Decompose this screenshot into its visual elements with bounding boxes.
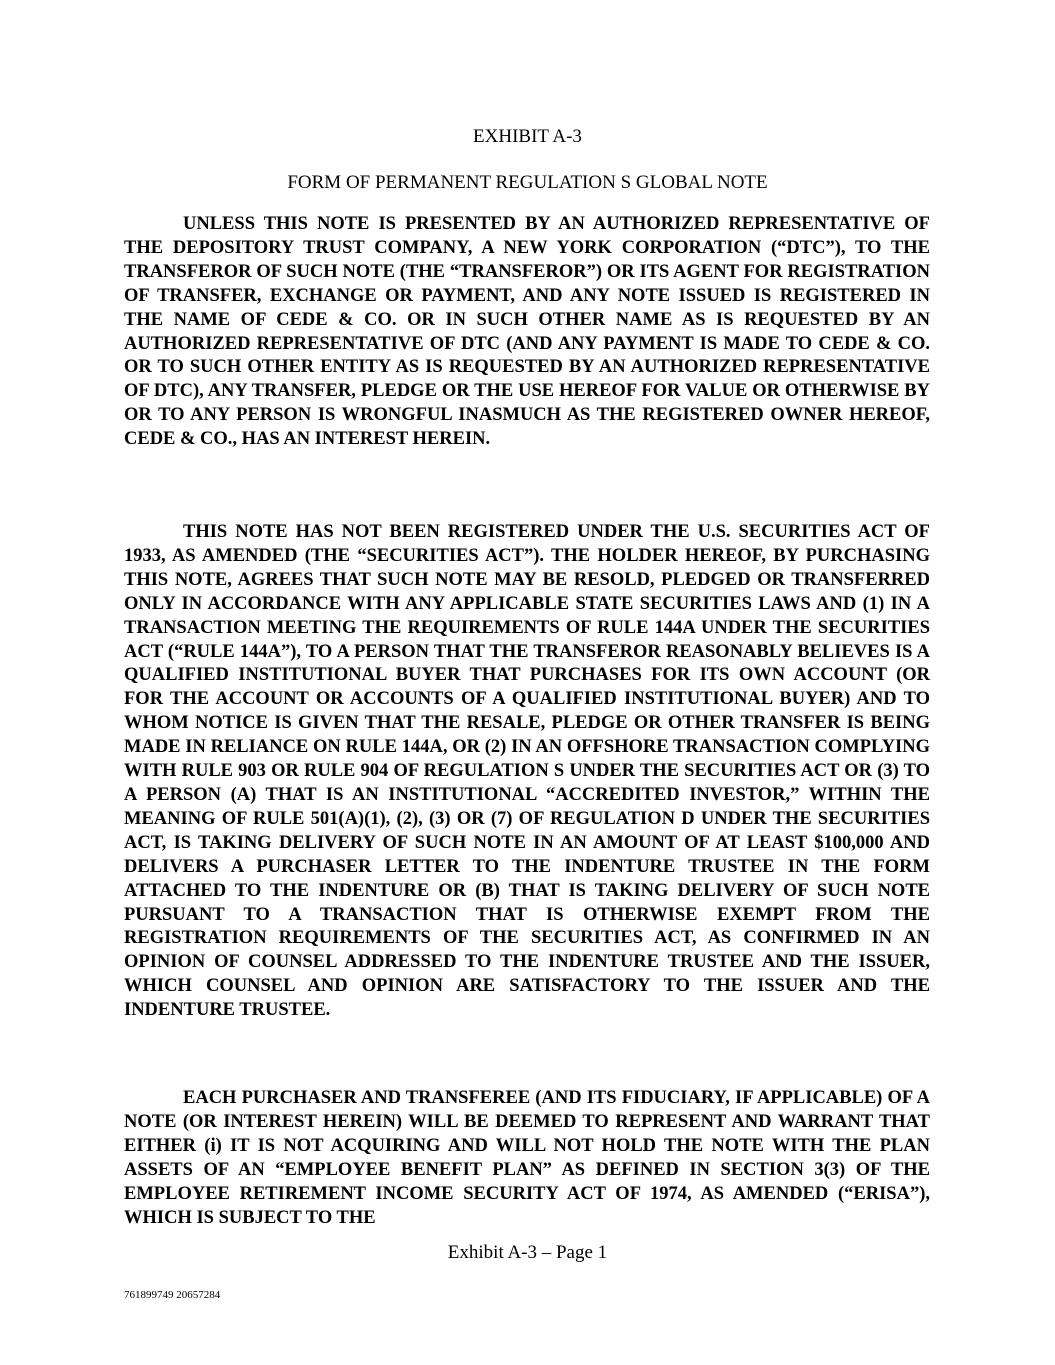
exhibit-title: EXHIBIT A-3 — [473, 126, 582, 147]
document-id: 761899749 20657284 — [124, 1289, 221, 1301]
erisa-legend-paragraph: EACH PURCHASER AND TRANSFEREE (AND ITS FIDUCIARY, IF APPLICABLE) OF A NOTE (OR INTEREST HEREIN) WILL BE DEEMED TO REPRESENT AND WARRANT THAT EITHER (i) IT IS NOT ACQUIRING AND WILL NOT HOLD THE NOTE WITH THE PLAN ASSETS OF AN “EMPLOYEE BENEFIT PLAN” AS DEFINED IN SECTION 3(3) OF THE EMPLOYEE RETIREMENT INCOME SECURITY ACT OF 1974, AS AMENDED (“ERISA”), WHICH IS SUBJECT TO THE — [124, 1088, 930, 1228]
securities-act-legend-paragraph: THIS NOTE HAS NOT BEEN REGISTERED UNDER THE U.S. SECURITIES ACT OF 1933, AS AMENDED (THE “SECURITIES ACT”). THE HOLDER HEREOF, BY PURCHASING THIS NOTE, AGREES THAT SUCH NOTE MAY BE RESOLD, PLEDGED OR TRANSFERRED ONLY IN ACCORDANCE WITH ANY APPLICABLE STATE SECURITIES LAWS AND (1) IN A TRANSACTION MEETING THE REQUIREMENTS OF RULE 144A UNDER THE SECURITIES ACT (“RULE 144A”), TO A PERSON THAT THE TRANSFEROR REASONABLY BELIEVES IS A QUALIFIED INSTITUTIONAL BUYER THAT PURCHASES FOR ITS OWN ACCOUNT (OR FOR THE ACCOUNT OR ACCOUNTS OF A QUALIFIED INSTITUTIONAL BUYER) AND TO WHOM NOTICE IS GIVEN THAT THE RESALE, PLEDGE OR OTHER TRANSFER IS BEING MADE IN RELIANCE ON RULE 144A, OR (2) IN AN OFFSHORE TRANSACTION COMPLYING WITH RULE 903 OR RULE 904 OF REGULATION S UNDER THE SECURITIES ACT OR (3) TO A PERSON (A) THAT IS AN INSTITUTIONAL “ACCREDITED INVESTOR,” WITHIN THE MEANING OF RULE 501(A)(1), (2), (3) OR (7) OF REGULATION D UNDER THE SECURITIES ACT, IS TAKING DELIVERY OF SUCH NOTE IN AN AMOUNT OF AT LEAST $100,000 AND DELIVERS A PURCHASER LETTER TO THE INDENTURE TRUSTEE IN THE FORM ATTACHED TO THE INDENTURE OR (B) THAT IS TAKING DELIVERY OF SUCH NOTE PURSUANT TO A TRANSACTION THAT IS OTHERWISE EXEMPT FROM THE REGISTRATION REQUIREMENTS OF THE SECURITIES ACT, AS CONFIRMED IN AN OPINION OF COUNSEL ADDRESSED TO THE INDENTURE TRUSTEE AND THE ISSUER, WHICH COUNSEL AND OPINION ARE SATISFACTORY TO THE ISSUER AND THE INDENTURE TRUSTEE. — [124, 522, 930, 1021]
form-title: FORM OF PERMANENT REGULATION S GLOBAL NOTE — [287, 172, 768, 193]
page-footer: Exhibit A-3 – Page 1 — [447, 1242, 608, 1263]
dtc-legend-paragraph: UNLESS THIS NOTE IS PRESENTED BY AN AUTHORIZED REPRESENTATIVE OF THE DEPOSITORY TRUST COMPANY, A NEW YORK CORPORATION (“DTC”), TO THE TRANSFEROR OF SUCH NOTE (THE “TRANSFEROR”) OR ITS AGENT FOR REGISTRATION OF TRANSFER, EXCHANGE OR PAYMENT, AND ANY NOTE ISSUED IS REGISTERED IN THE NAME OF CEDE & CO. OR IN SUCH OTHER NAME AS IS REQUESTED BY AN AUTHORIZED REPRESENTATIVE OF DTC (AND ANY PAYMENT IS MADE TO CEDE & CO. OR TO SUCH OTHER ENTITY AS IS REQUESTED BY AN AUTHORIZED REPRESENTATIVE OF DTC), ANY TRANSFER, PLEDGE OR THE USE HEREOF FOR VALUE OR OTHERWISE BY OR TO ANY PERSON IS WRONGFUL INASMUCH AS THE REGISTERED OWNER HEREOF, CEDE & CO., HAS AN INTEREST HEREIN. — [124, 214, 930, 450]
